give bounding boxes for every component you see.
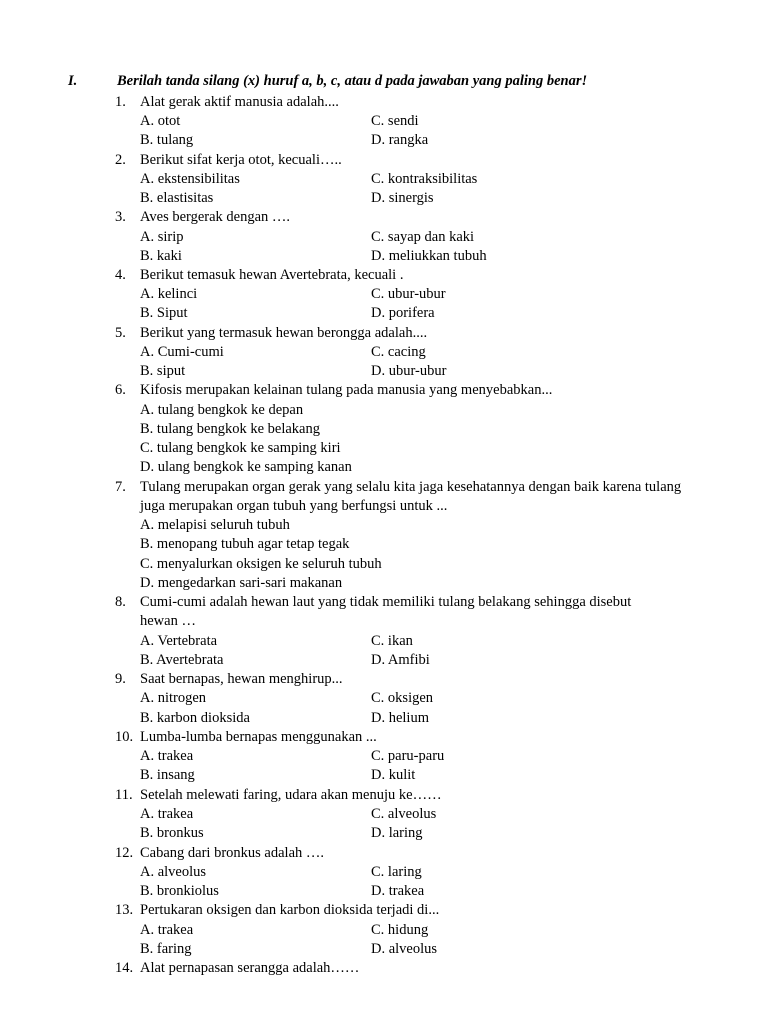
question-9-option-c: C. oksigen: [371, 690, 434, 706]
question-9-text: Saat bernapas, hewan menghirup...: [140, 671, 343, 687]
question-2-option-c: C. kontraksibilitas: [371, 171, 478, 187]
question-10-option-b: B. insang: [140, 767, 195, 783]
question-5-option-d: D. ubur-ubur: [371, 363, 447, 379]
question-8-option-d: D. Amfibi: [371, 652, 430, 668]
question-6-text: Kifosis merupakan kelainan tulang pada manusia yang menyebabkan...: [140, 382, 553, 398]
question-10-option-d: D. kulit: [371, 767, 416, 783]
question-3-option-b: B. kaki: [140, 248, 182, 264]
question-10-text: Lumba-lumba bernapas menggunakan ...: [140, 729, 377, 745]
question-9-number: 9.: [115, 671, 126, 687]
question-4-option-a: A. kelinci: [140, 286, 198, 302]
question-6-number: 6.: [115, 382, 126, 398]
question-1-option-c: C. sendi: [371, 113, 419, 129]
question-8-number: 8.: [115, 594, 126, 610]
question-6-option-d: D. ulang bengkok ke samping kanan: [140, 459, 352, 475]
question-14-number: 14.: [115, 960, 134, 976]
question-13-option-a: A. trakea: [140, 922, 194, 938]
question-6-option-b: B. tulang bengkok ke belakang: [140, 421, 320, 437]
question-4-option-d: D. porifera: [371, 305, 435, 321]
question-12-option-b: B. bronkiolus: [140, 883, 219, 899]
question-12-option-c: C. laring: [371, 864, 422, 880]
question-1-number: 1.: [115, 94, 126, 110]
question-4-text: Berikut temasuk hewan Avertebrata, kecuali .: [140, 267, 404, 283]
question-2-text: Berikut sifat kerja otot, kecuali…..: [140, 152, 342, 168]
question-1-option-b: B. tulang: [140, 132, 194, 148]
question-7-option-c: C. menyalurkan oksigen ke seluruh tubuh: [140, 556, 382, 572]
section-instruction: Berilah tanda silang (x) huruf a, b, c, atau d pada jawaban yang paling benar!: [117, 73, 588, 89]
question-3-number: 3.: [115, 209, 126, 225]
question-7-number: 7.: [115, 479, 126, 495]
question-4-option-c: C. ubur-ubur: [371, 286, 446, 302]
question-2-number: 2.: [115, 152, 126, 168]
question-3-option-c: C. sayap dan kaki: [371, 229, 475, 245]
question-10-number: 10.: [115, 729, 134, 745]
question-4-option-b: B. Siput: [140, 305, 188, 321]
question-11-option-a: A. trakea: [140, 806, 194, 822]
question-5-text: Berikut yang termasuk hewan berongga adalah....: [140, 325, 428, 341]
question-3-option-d: D. meliukkan tubuh: [371, 248, 487, 264]
question-8-option-c: C. ikan: [371, 633, 413, 649]
question-13-option-d: D. alveolus: [371, 941, 438, 957]
question-5-option-b: B. siput: [140, 363, 186, 379]
question-1-option-a: A. otot: [140, 113, 181, 129]
question-6-option-a: A. tulang bengkok ke depan: [140, 402, 304, 418]
question-9-option-a: A. nitrogen: [140, 690, 207, 706]
question-11-number: 11.: [115, 787, 133, 803]
question-7-option-d: D. mengedarkan sari-sari makanan: [140, 575, 343, 591]
question-13-text: Pertukaran oksigen dan karbon dioksida terjadi di...: [140, 902, 440, 918]
question-2-option-d: D. sinergis: [371, 190, 434, 206]
question-8-option-a: A. Vertebrata: [140, 633, 218, 649]
question-6-option-c: C. tulang bengkok ke samping kiri: [140, 440, 341, 456]
question-3-text: Aves bergerak dengan ….: [140, 209, 291, 225]
question-3-option-a: A. sirip: [140, 229, 184, 245]
question-2-option-a: A. ekstensibilitas: [140, 171, 240, 187]
question-9-option-d: D. helium: [371, 710, 429, 726]
question-12-text: Cabang dari bronkus adalah ….: [140, 845, 325, 861]
question-8-option-b: B. Avertebrata: [140, 652, 224, 668]
question-14-text: Alat pernapasan serangga adalah……: [140, 960, 360, 976]
question-13-option-b: B. faring: [140, 941, 192, 957]
question-11-text: Setelah melewati faring, udara akan menuju ke……: [140, 787, 442, 803]
question-5-number: 5.: [115, 325, 126, 341]
question-1-option-d: D. rangka: [371, 132, 429, 148]
question-7-text-continued: juga merupakan organ tubuh yang berfungsi untuk ...: [140, 498, 448, 514]
question-5-option-a: A. Cumi-cumi: [140, 344, 224, 360]
question-13-number: 13.: [115, 902, 134, 918]
question-11-option-b: B. bronkus: [140, 825, 204, 841]
question-13-option-c: C. hidung: [371, 922, 429, 938]
section-roman: I.: [68, 73, 78, 89]
question-1-text: Alat gerak aktif manusia adalah....: [140, 94, 339, 110]
question-10-option-a: A. trakea: [140, 748, 194, 764]
question-9-option-b: B. karbon dioksida: [140, 710, 250, 726]
question-8-text: Cumi-cumi adalah hewan laut yang tidak memiliki tulang belakang sehingga disebut: [140, 594, 632, 610]
question-11-option-d: D. laring: [371, 825, 423, 841]
question-4-number: 4.: [115, 267, 126, 283]
question-8-text-continued: hewan …: [140, 613, 196, 629]
question-11-option-c: C. alveolus: [371, 806, 437, 822]
question-12-number: 12.: [115, 845, 134, 861]
question-7-option-b: B. menopang tubuh agar tetap tegak: [140, 536, 350, 552]
question-7-text: Tulang merupakan organ gerak yang selalu kita jaga kesehatannya dengan baik karena tulang: [140, 479, 682, 495]
question-12-option-a: A. alveolus: [140, 864, 207, 880]
question-12-option-d: D. trakea: [371, 883, 425, 899]
question-7-option-a: A. melapisi seluruh tubuh: [140, 517, 290, 533]
question-2-option-b: B. elastisitas: [140, 190, 214, 206]
question-10-option-c: C. paru-paru: [371, 748, 445, 764]
question-5-option-c: C. cacing: [371, 344, 426, 360]
